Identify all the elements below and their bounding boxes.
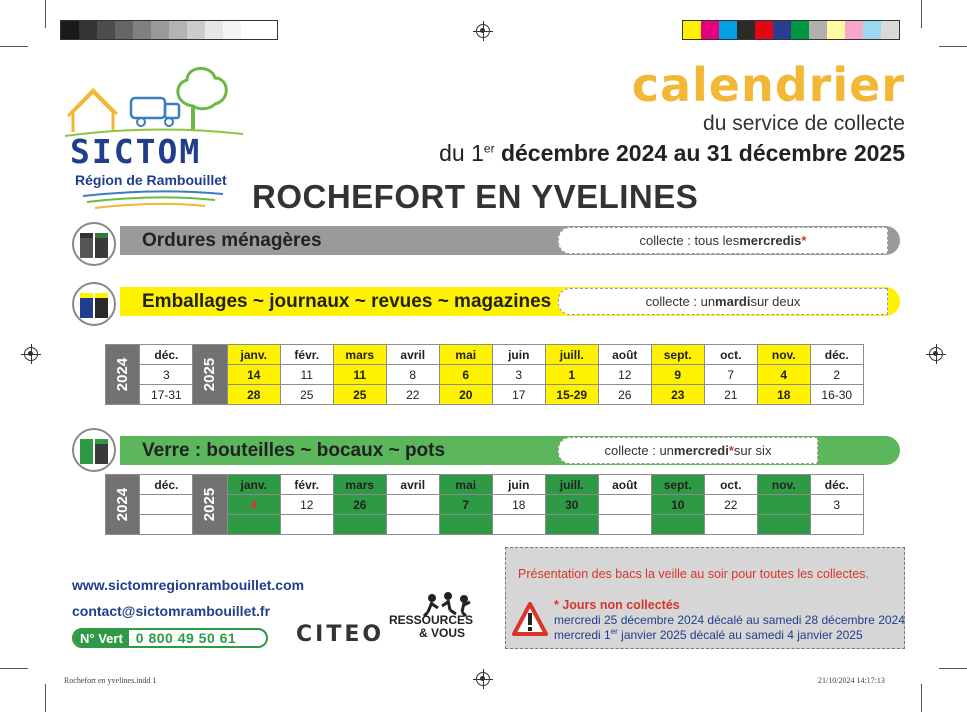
day-cell: 7 <box>439 495 492 515</box>
emballages-calendar-table <box>105 344 864 405</box>
day-cell: 22 <box>386 385 439 405</box>
day-cell <box>386 515 439 535</box>
day-cell: 8 <box>386 365 439 385</box>
day-cell: 17-31 <box>140 385 193 405</box>
crop-mark <box>921 684 922 712</box>
day-cell <box>227 515 280 535</box>
non-collected-line: mercredi 25 décembre 2024 décalé au samedi 28 décembre 2024 <box>554 613 905 627</box>
day-cell <box>545 515 598 535</box>
day-cell: 25 <box>333 385 386 405</box>
category-label: Emballages ~ journaux ~ revues ~ magazines <box>142 290 552 312</box>
day-cell <box>386 495 439 515</box>
day-cell <box>704 515 757 535</box>
year-label: 2025 <box>193 475 227 535</box>
day-cell: 4 <box>227 495 280 515</box>
category-bar-verre <box>120 436 900 465</box>
day-cell <box>757 515 810 535</box>
verre-calendar-table <box>105 474 864 535</box>
category-label: Ordures ménagères <box>142 229 322 251</box>
month-cell: mars <box>333 475 386 495</box>
yellow-bin-icon <box>72 282 116 326</box>
day-cell: 3 <box>810 495 863 515</box>
print-file-name: Rochefort en yvelines.indd 1 <box>64 676 157 685</box>
year-label: 2024 <box>106 475 140 535</box>
print-timestamp: 21/10/2024 14:17:13 <box>818 676 885 685</box>
logo-title: SICTOM <box>70 132 202 171</box>
collection-note: collecte : tous les mercredis * <box>558 227 888 254</box>
registration-mark <box>476 672 490 686</box>
day-cell: 11 <box>280 365 333 385</box>
non-collected-title: * Jours non collectés <box>554 598 680 612</box>
color-bar <box>682 20 900 40</box>
day-cell: 22 <box>704 495 757 515</box>
email-link[interactable]: contact@sictomrambouillet.fr <box>72 603 271 619</box>
non-collected-line: mercredi 1er janvier 2025 décalé au samedi 4 janvier 2025 <box>554 627 863 642</box>
month-cell: juin <box>492 475 545 495</box>
month-cell: nov. <box>757 345 810 365</box>
collection-note: collecte : un mardi sur deux <box>558 288 888 315</box>
day-cell: 1 <box>545 365 598 385</box>
year-label: 2024 <box>106 345 140 405</box>
presentation-note: Présentation des bacs la veille au soir pour toutes les collectes. <box>518 567 869 581</box>
month-header-row <box>106 345 864 365</box>
day-cell: 3 <box>140 365 193 385</box>
warning-icon <box>512 602 548 636</box>
collection-note: collecte : un mercredi * sur six <box>558 437 818 464</box>
month-cell: déc. <box>810 475 863 495</box>
month-header-row <box>106 475 864 495</box>
day-cell: 21 <box>704 385 757 405</box>
day-cell: 25 <box>280 385 333 405</box>
crop-mark <box>0 668 28 669</box>
day-cell <box>810 515 863 535</box>
website-link[interactable]: www.sictomregionrambouillet.com <box>72 577 305 593</box>
crop-mark <box>45 684 46 712</box>
month-cell: juin <box>492 345 545 365</box>
month-cell: juill. <box>545 345 598 365</box>
day-cell: 26 <box>598 385 651 405</box>
month-cell: mai <box>439 345 492 365</box>
day-cell: 11 <box>333 365 386 385</box>
day-cell: 18 <box>757 385 810 405</box>
day-cell: 23 <box>651 385 704 405</box>
month-cell: avril <box>386 475 439 495</box>
category-bar-ordures <box>120 226 900 255</box>
day-cell <box>492 515 545 535</box>
info-box <box>505 547 905 649</box>
month-cell: déc. <box>810 345 863 365</box>
month-cell: janv. <box>227 475 280 495</box>
category-label: Verre : bouteilles ~ bocaux ~ pots <box>142 439 446 461</box>
month-cell: juill. <box>545 475 598 495</box>
month-cell: août <box>598 475 651 495</box>
month-cell: mai <box>439 475 492 495</box>
day-cell <box>598 495 651 515</box>
day-cell: 14 <box>227 365 280 385</box>
month-cell: oct. <box>704 345 757 365</box>
calendar-date-range: du 1er décembre 2024 au 31 décembre 2025 <box>439 140 905 166</box>
category-bar-emballages <box>120 287 900 316</box>
day-cell <box>757 495 810 515</box>
ressources-logo-text: RESSOURCES & VOUS <box>389 613 474 640</box>
green-number-badge[interactable] <box>72 628 268 648</box>
calendar-title: calendrier <box>631 58 905 112</box>
logo-subtitle: Région de Rambouillet <box>75 172 227 188</box>
crop-mark <box>939 668 967 669</box>
month-cell: oct. <box>704 475 757 495</box>
day-cell <box>439 515 492 535</box>
month-cell: févr. <box>280 345 333 365</box>
crop-mark <box>0 46 28 47</box>
registration-mark <box>24 347 38 361</box>
month-cell: déc. <box>140 345 193 365</box>
month-cell: sept. <box>651 475 704 495</box>
day-cell <box>140 515 193 535</box>
day-cell: 20 <box>439 385 492 405</box>
registration-mark <box>476 24 490 38</box>
town-name: ROCHEFORT EN YVELINES <box>252 178 699 215</box>
green-bin-icon <box>72 428 116 472</box>
month-cell: sept. <box>651 345 704 365</box>
month-cell: avril <box>386 345 439 365</box>
grayscale-bar <box>60 20 278 40</box>
phone-number: 0 800 49 50 61 <box>135 630 237 646</box>
day-cell: 6 <box>439 365 492 385</box>
day-cell: 9 <box>651 365 704 385</box>
day-cell: 7 <box>704 365 757 385</box>
month-cell: mars <box>333 345 386 365</box>
phone-tag: N° Vert <box>74 630 129 646</box>
day-cell <box>140 495 193 515</box>
day-cell: 28 <box>227 385 280 405</box>
day-cell <box>598 515 651 535</box>
grey-bin-icon <box>72 222 116 266</box>
day-cell: 12 <box>598 365 651 385</box>
day-cell: 2 <box>810 365 863 385</box>
day-cell: 4 <box>757 365 810 385</box>
calendar-subtitle: du service de collecte <box>703 112 905 135</box>
crop-mark <box>939 46 967 47</box>
day-cell: 12 <box>280 495 333 515</box>
day-cell: 17 <box>492 385 545 405</box>
year-label: 2025 <box>193 345 227 405</box>
day-cell: 3 <box>492 365 545 385</box>
day-cell: 30 <box>545 495 598 515</box>
day-cell: 18 <box>492 495 545 515</box>
day-cell: 10 <box>651 495 704 515</box>
citeo-logo: CITEO <box>296 622 385 647</box>
day-cell: 15-29 <box>545 385 598 405</box>
month-cell: nov. <box>757 475 810 495</box>
month-cell: août <box>598 345 651 365</box>
day-cell: 16-30 <box>810 385 863 405</box>
crop-mark <box>45 0 46 28</box>
day-cell <box>280 515 333 535</box>
day-cell: 26 <box>333 495 386 515</box>
registration-mark <box>929 347 943 361</box>
day-cell <box>333 515 386 535</box>
day-cell <box>651 515 704 535</box>
month-cell: janv. <box>227 345 280 365</box>
month-cell: déc. <box>140 475 193 495</box>
crop-mark <box>921 0 922 28</box>
month-cell: févr. <box>280 475 333 495</box>
